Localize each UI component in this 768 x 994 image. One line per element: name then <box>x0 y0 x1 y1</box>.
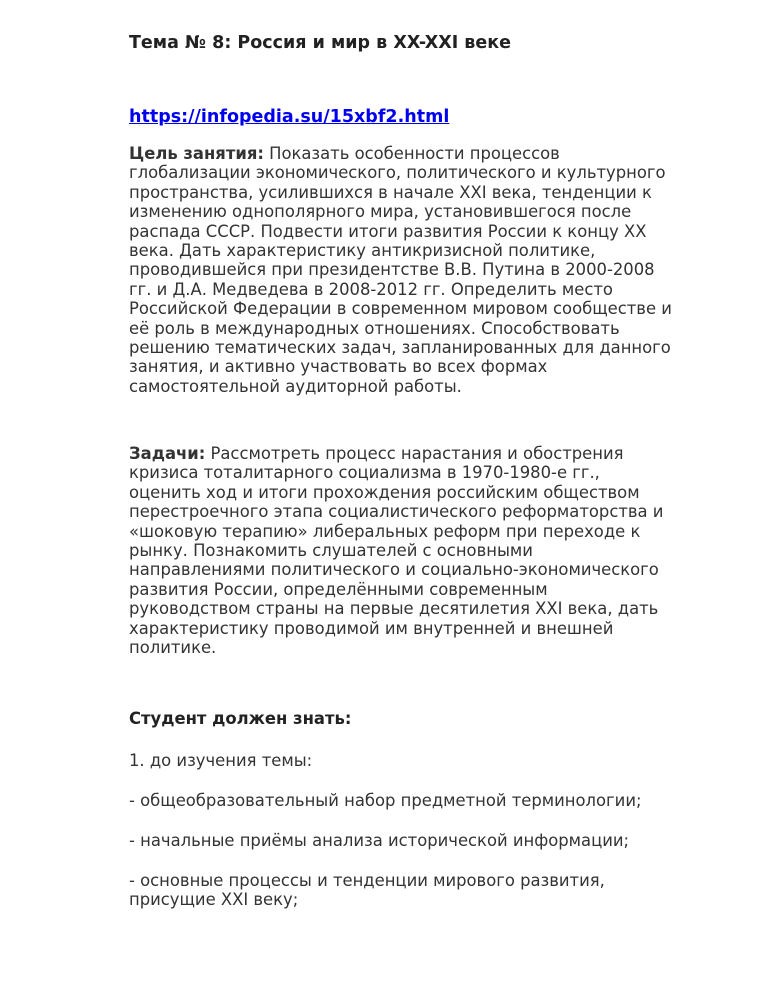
tasks-paragraph <box>129 444 749 657</box>
goal-line: пространства, усилившихся в начале XXI века, тенденции к <box>129 182 652 202</box>
goal-line: века. Дать характеристику антикризисной политике, <box>129 241 596 261</box>
tasks-line: кризиса тоталитарного социализма в 1970-1980-е гг., <box>129 463 600 483</box>
tasks-line: перестроечного этапа социалистического реформаторства и <box>129 502 664 522</box>
list-item: - начальные приёмы анализа исторической информации; <box>129 831 630 850</box>
goal-line: Российской Федерации в современном мировом сообществе и <box>129 299 672 319</box>
tasks-line: направлениями политического и социально-экономического <box>129 560 659 580</box>
tasks-line: характеристику проводимой им внутренней и внешней <box>129 618 614 638</box>
goal-line: самостоятельной аудиторной работы. <box>129 376 462 396</box>
list-item: - общеобразовательный набор предметной терминологии; <box>129 791 642 810</box>
goal-paragraph <box>129 144 749 396</box>
tasks-line: политике. <box>129 638 217 658</box>
list-item: - основные процессы и тенденции мирового развития, <box>129 871 605 890</box>
tasks-line: руководством страны на первые десятилетия XXI века, дать <box>129 599 659 619</box>
goal-label: Цель занятия: <box>129 144 264 163</box>
tasks-line: рынку. Познакомить слушателей с основными <box>129 541 533 561</box>
list-item-continuation: присущие XXI веку; <box>129 890 299 909</box>
stage-label: 1. до изучения темы: <box>129 751 313 770</box>
goal-line: её роль в международных отношениях. Способствовать <box>129 318 620 338</box>
goal-line: занятия, и активно участвовать во всех формах <box>129 357 548 377</box>
goal-line: проводившейся при президентстве В.В. Путина в 2000-2008 <box>129 260 655 280</box>
know-heading: Студент должен знать: <box>129 709 352 728</box>
goal-line: изменению однополярного мира, установившегося после <box>129 202 632 222</box>
goal-line: глобализации экономического, политического и культурного <box>129 163 666 183</box>
goal-line: решению тематических задач, запланированных для данного <box>129 338 671 358</box>
goal-line: распада СССР. Подвести итоги развития России к концу XX <box>129 221 647 241</box>
tasks-line: развития России, определёнными современным <box>129 579 548 599</box>
goal-line: гг. и Д.А. Медведева в 2008-2012 гг. Определить место <box>129 279 613 299</box>
source-link[interactable]: https://infopedia.su/15xbf2.html <box>129 107 450 127</box>
goal-line: Показать особенности процессов <box>263 144 560 163</box>
tasks-label: Задачи: <box>129 444 206 463</box>
tasks-line: оценить ход и итоги прохождения российским обществом <box>129 482 640 502</box>
tasks-line: «шоковую терапию» либеральных реформ при переходе к <box>129 521 641 541</box>
tasks-line: Рассмотреть процесс нарастания и обострения <box>205 444 624 463</box>
page-title: Тема № 8: Россия и мир в XX-XXI веке <box>129 33 511 53</box>
